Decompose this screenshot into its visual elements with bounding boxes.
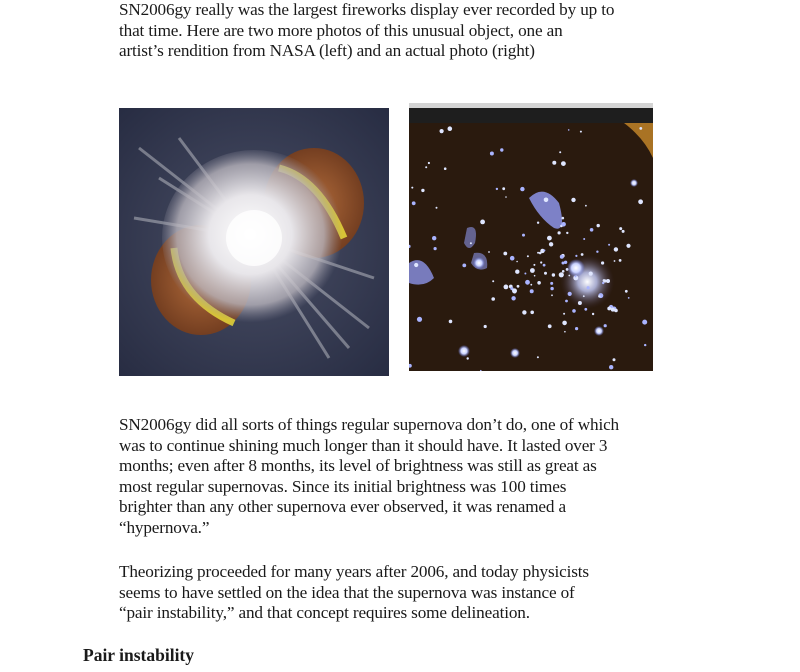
star <box>568 292 572 296</box>
star <box>490 152 494 156</box>
star <box>540 261 542 263</box>
star <box>515 270 519 274</box>
star <box>559 151 561 153</box>
star <box>642 320 647 325</box>
star <box>491 297 495 301</box>
star <box>543 249 545 251</box>
star <box>534 275 536 277</box>
star <box>614 260 616 262</box>
star <box>590 228 594 232</box>
text-line: seems to have settled on the idea that the supernova was instance of <box>119 582 575 602</box>
star <box>583 295 585 297</box>
star <box>488 251 490 253</box>
star <box>560 255 564 259</box>
star <box>565 300 568 303</box>
star <box>619 227 622 230</box>
star <box>411 187 413 189</box>
star <box>598 295 600 297</box>
star <box>543 264 546 267</box>
star <box>505 196 507 198</box>
star <box>562 262 565 265</box>
star <box>412 201 416 205</box>
star <box>425 166 427 168</box>
body-paragraph-hypernova <box>119 415 679 539</box>
intro-paragraph <box>119 0 679 62</box>
star <box>596 251 598 253</box>
text-line: was to continue shining much longer than it should have. It lasted over 3 <box>119 435 608 455</box>
star <box>524 273 526 275</box>
star <box>568 275 570 277</box>
star <box>550 282 553 285</box>
text-line: Theorizing proceeded for many years after 2006, and today physicists <box>119 562 589 581</box>
text-line: that time. Here are two more photos of this unusual object, one an <box>119 20 563 40</box>
star <box>601 261 604 264</box>
bright-star <box>594 326 604 336</box>
star <box>551 294 553 296</box>
star <box>432 236 436 240</box>
text-line: SN2006gy did all sorts of things regular supernova don’t do, one of which <box>119 415 619 434</box>
star <box>639 127 642 130</box>
star <box>421 189 424 192</box>
bright-star <box>510 348 520 358</box>
bright-star <box>630 179 638 187</box>
star <box>530 268 535 273</box>
star <box>561 161 566 166</box>
star <box>584 308 587 311</box>
star <box>589 272 593 276</box>
star <box>510 256 515 261</box>
star <box>568 129 570 131</box>
star <box>572 309 576 313</box>
star <box>537 222 539 224</box>
star <box>522 310 526 314</box>
star <box>516 261 518 263</box>
star <box>561 222 566 227</box>
star <box>604 324 607 327</box>
star <box>444 167 447 170</box>
star <box>626 244 630 248</box>
star <box>449 320 453 324</box>
star <box>525 280 530 285</box>
star <box>544 272 547 275</box>
star <box>533 264 535 266</box>
star <box>511 296 515 300</box>
body-paragraph-theorizing <box>119 562 679 624</box>
star <box>613 358 616 361</box>
star <box>622 230 625 233</box>
star <box>575 327 578 330</box>
star <box>530 311 534 315</box>
star <box>558 231 561 234</box>
text-line: artist’s rendition from NASA (left) and an actual photo (right) <box>119 41 535 61</box>
star <box>578 301 582 305</box>
star <box>563 313 565 315</box>
star <box>467 357 469 359</box>
star <box>434 247 437 250</box>
star <box>628 297 630 299</box>
star <box>550 287 553 290</box>
star <box>552 273 555 276</box>
photo-top-border <box>409 103 653 108</box>
star <box>566 232 568 234</box>
star <box>544 198 549 203</box>
star <box>562 321 567 326</box>
star <box>436 207 438 209</box>
text-line: “pair instability,” and that concept requires some delineation. <box>119 603 530 623</box>
star <box>537 252 539 254</box>
star <box>564 331 566 333</box>
star <box>527 255 529 257</box>
star <box>530 289 534 293</box>
actual-photo-image <box>409 103 653 371</box>
star <box>480 220 485 225</box>
star <box>587 286 590 289</box>
bright-star <box>473 257 485 269</box>
star <box>448 126 453 131</box>
star <box>571 198 575 202</box>
star <box>503 252 507 256</box>
star <box>619 259 622 262</box>
star <box>502 187 505 190</box>
star <box>597 224 600 227</box>
star <box>611 308 615 312</box>
star <box>517 285 520 288</box>
star <box>583 238 585 240</box>
bright-star <box>458 345 470 357</box>
photo-frame-bar <box>409 108 653 123</box>
text-line: brighter than any other supernova ever observed, it was renamed a <box>119 497 566 517</box>
text-line: SN2006gy really was the largest fireworks display ever recorded by up to <box>119 0 615 19</box>
star <box>512 288 517 293</box>
star <box>548 324 552 328</box>
star <box>522 234 525 237</box>
star <box>638 199 643 204</box>
star <box>552 161 556 165</box>
star <box>559 272 564 277</box>
star <box>484 325 487 328</box>
star <box>585 205 587 207</box>
star-cluster-photo <box>409 103 653 371</box>
star <box>607 307 611 311</box>
star <box>547 236 552 241</box>
star <box>575 255 577 257</box>
star <box>608 244 610 246</box>
star <box>496 188 498 190</box>
star <box>562 217 565 220</box>
star <box>500 148 503 151</box>
star <box>530 284 532 286</box>
star <box>549 242 553 246</box>
bright-star <box>567 259 585 277</box>
text-line: “hypernova.” <box>119 517 210 537</box>
star <box>644 344 646 346</box>
star <box>417 317 422 322</box>
star <box>414 263 418 267</box>
star <box>462 264 466 268</box>
star <box>428 162 430 164</box>
star <box>625 290 628 293</box>
star <box>492 280 494 282</box>
star <box>537 356 539 358</box>
nasa-artist-rendition-image <box>119 108 389 376</box>
star <box>581 253 584 256</box>
star <box>614 247 618 251</box>
supernova-illustration <box>119 108 389 376</box>
star <box>520 187 524 191</box>
section-heading: Pair instability <box>83 645 195 665</box>
text-line: months; even after 8 months, its level of brightness was still as great as <box>119 456 597 476</box>
star <box>440 129 444 133</box>
star <box>592 313 594 315</box>
star <box>580 131 582 133</box>
star <box>504 285 509 290</box>
star <box>603 279 606 282</box>
star <box>537 281 541 285</box>
star <box>470 242 472 244</box>
star <box>562 270 565 273</box>
star <box>609 365 613 369</box>
text-line: most regular supernovas. Since its initial brightness was 100 times <box>119 476 567 496</box>
